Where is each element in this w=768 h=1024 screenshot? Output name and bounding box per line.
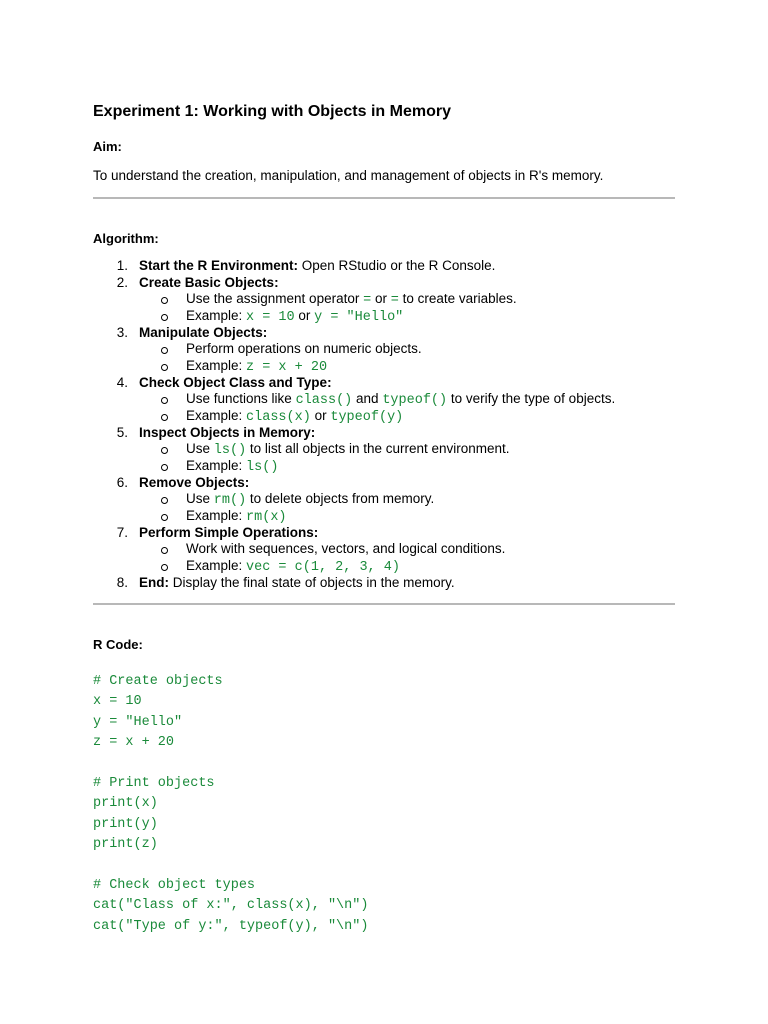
code-line — [93, 856, 368, 876]
code-block — [93, 672, 368, 937]
step-heading: Check Object Class and Type: — [139, 374, 332, 390]
step-text — [139, 475, 249, 492]
inline-code: vec = c(1, 2, 3, 4) — [246, 560, 400, 576]
inline-code: z = x + 20 — [246, 359, 328, 375]
sub-item — [93, 491, 675, 508]
inline-code: rm(x) — [246, 510, 287, 526]
bullet-icon — [161, 497, 168, 504]
sub-item — [93, 458, 675, 475]
step-text — [139, 275, 279, 292]
algorithm-step — [93, 425, 675, 442]
bullet-icon — [161, 547, 168, 554]
step-text — [139, 375, 332, 392]
step-number: 5. — [116, 424, 128, 440]
sub-item-fragment: Example: — [186, 558, 247, 574]
sub-item-fragment: or — [310, 407, 331, 423]
bullet-icon — [161, 297, 168, 304]
bullet-icon — [161, 514, 168, 521]
step-description: Open RStudio or the R Console. — [298, 258, 496, 273]
step-text — [139, 525, 318, 542]
inline-code: typeof(y) — [330, 409, 404, 425]
sub-item — [93, 441, 675, 458]
code-line: cat("Type of y:", typeof(y), "\n") — [93, 918, 369, 934]
code-comment: # Create objects — [93, 674, 223, 689]
code-comment: # Print objects — [93, 775, 215, 791]
algorithm-step — [93, 275, 675, 292]
sub-item — [93, 341, 675, 358]
step-text — [139, 575, 455, 592]
aim-label: Aim: — [93, 139, 122, 154]
sub-item — [93, 291, 675, 308]
algorithm-step — [93, 258, 675, 275]
sub-item — [93, 308, 675, 325]
code-line: z = x + 20 — [93, 735, 175, 751]
inline-code: x = 10 — [246, 309, 295, 325]
sub-item-fragment: Perform operations on numeric objects. — [186, 341, 422, 357]
sub-item-fragment: or — [371, 291, 391, 306]
algorithm-step — [93, 525, 675, 542]
step-heading: Remove Objects: — [139, 474, 250, 490]
code-line: print(z) — [93, 837, 158, 853]
bullet-icon — [161, 414, 168, 421]
sub-item-fragment: Use — [186, 491, 214, 507]
algorithm-step — [93, 575, 675, 592]
step-number: 8. — [116, 575, 128, 591]
code-line: x = 10 — [93, 694, 142, 710]
aim-text: To understand the creation, manipulation, and management of objects in R's memory. — [93, 168, 604, 183]
algorithm-label: Algorithm: — [93, 231, 159, 246]
step-number: 1. — [116, 258, 128, 273]
sub-item-fragment: to delete objects from memory. — [246, 491, 435, 507]
sub-item-fragment: Example: — [186, 357, 247, 373]
sub-item-text — [186, 541, 505, 558]
step-number: 6. — [116, 474, 128, 490]
divider — [93, 603, 675, 605]
inline-code: = — [363, 293, 372, 308]
code-line: print(y) — [93, 816, 158, 832]
bullet-icon — [161, 464, 168, 471]
step-text — [139, 425, 315, 442]
sub-item-fragment: to list all objects in the current environment. — [246, 441, 510, 457]
bullet-icon — [161, 447, 168, 454]
step-number: 3. — [116, 324, 128, 340]
inline-code: class() — [295, 393, 353, 409]
step-text — [139, 325, 267, 342]
algorithm-step — [93, 325, 675, 342]
code-line: print(x) — [93, 796, 158, 812]
sub-item-fragment: Use the assignment operator — [186, 291, 364, 306]
step-text — [139, 258, 495, 275]
sub-item-fragment: Example: — [186, 407, 247, 423]
algorithm-step — [93, 475, 675, 492]
code-line: cat("Class of x:", class(x), "\n") — [93, 898, 369, 914]
bullet-icon — [161, 397, 168, 404]
sub-item — [93, 358, 675, 375]
step-heading: Inspect Objects in Memory: — [139, 424, 316, 440]
sub-item-fragment: Example: — [186, 307, 247, 323]
sub-item-fragment: Use functions like — [186, 391, 296, 407]
step-heading: Create Basic Objects: — [139, 274, 279, 290]
bullet-icon — [161, 347, 168, 354]
step-heading: Perform Simple Operations: — [139, 524, 319, 540]
inline-code: ls() — [246, 460, 279, 476]
sub-item — [93, 558, 675, 575]
sub-item-fragment: Use — [186, 441, 214, 457]
bullet-icon — [161, 364, 168, 371]
algorithm-steps — [93, 258, 675, 592]
inline-code: class(x) — [246, 409, 311, 425]
bullet-icon — [161, 564, 168, 571]
step-heading: Start the R Environment: — [139, 258, 299, 273]
step-number: 4. — [116, 374, 128, 390]
step-number: 7. — [116, 524, 128, 540]
sub-item-fragment: Work with sequences, vectors, and logical conditions. — [186, 541, 506, 557]
inline-code: = — [390, 293, 399, 308]
bullet-icon — [161, 314, 168, 321]
sub-item — [93, 391, 675, 408]
sub-item-fragment: to create variables. — [398, 291, 517, 306]
inline-code: y = "Hello" — [314, 309, 404, 325]
sub-item — [93, 508, 675, 525]
sub-item-fragment: Example: — [186, 508, 247, 524]
code-line: y = "Hello" — [93, 714, 183, 730]
inline-code: ls() — [213, 443, 247, 459]
step-heading: End: — [139, 575, 169, 591]
rcode-label: R Code: — [93, 637, 143, 652]
sub-item-fragment: and — [352, 391, 383, 407]
code-line — [93, 754, 368, 774]
sub-item-fragment: to verify the type of objects. — [447, 391, 616, 407]
code-comment: # Check object types — [93, 877, 256, 893]
divider — [93, 197, 675, 199]
algorithm-step — [93, 375, 675, 392]
step-heading: Manipulate Objects: — [139, 324, 268, 340]
page-title: Experiment 1: Working with Objects in Memory — [93, 103, 451, 120]
sub-item-fragment: or — [294, 307, 315, 323]
sub-item — [93, 408, 675, 425]
inline-code: rm() — [213, 493, 247, 509]
step-description: Display the final state of objects in the memory. — [169, 575, 455, 591]
inline-code: typeof() — [382, 393, 448, 409]
step-number: 2. — [116, 274, 128, 290]
sub-item-fragment: Example: — [186, 458, 247, 474]
sub-item-text — [186, 341, 422, 358]
sub-item — [93, 541, 675, 558]
